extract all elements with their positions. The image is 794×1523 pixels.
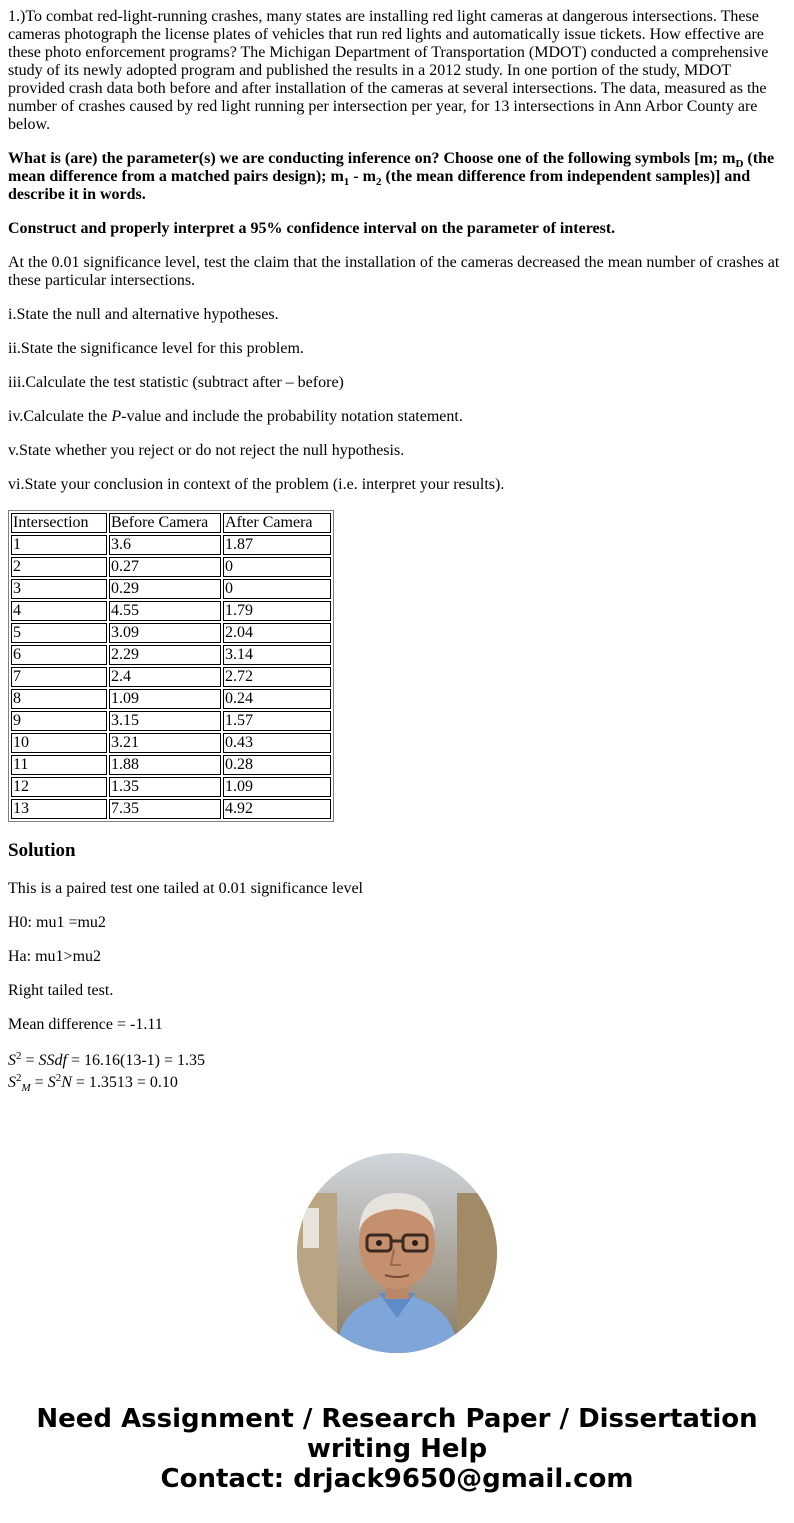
- before-camera-cell: 1.09: [109, 689, 221, 709]
- test-type: Right tailed test.: [8, 982, 114, 999]
- after-camera-cell: 1.79: [223, 601, 331, 621]
- table-header-row: [11, 513, 331, 533]
- parameter-question: What is (are) the parameter(s) we are conducting inference on? Choose one of the following symbols [m; $m_D$ (the mean difference from a matched pairs design); $m_1 - m_2$ (the mean difference from independent samples)] and describe it in words.: [8, 150, 775, 203]
- intersection-cell: 12: [11, 777, 107, 797]
- table-row: [11, 799, 331, 819]
- intersection-cell: 5: [11, 623, 107, 643]
- table-row: [11, 579, 331, 599]
- before-camera-cell: 1.35: [109, 777, 221, 797]
- after-camera-cell: 0: [223, 557, 331, 577]
- before-camera-cell: 4.55: [109, 601, 221, 621]
- after-camera-cell: 0: [223, 579, 331, 599]
- before-camera-cell: 2.29: [109, 645, 221, 665]
- alternative-hypothesis: Ha: mu1>mu2: [8, 948, 102, 965]
- banner-line-2: writing Help: [306, 1434, 488, 1464]
- variance-formula: $S^2$ = SSdf = 16.16(13-1) = 1.35: [8, 1050, 206, 1069]
- before-camera-cell: 3.21: [109, 733, 221, 753]
- step-4: iv.Calculate the P-value and include the probability notation statement.: [8, 408, 463, 425]
- after-camera-cell: 1.87: [223, 535, 331, 555]
- mean-difference: Mean difference = -1.11: [8, 1016, 163, 1033]
- table-row: [11, 645, 331, 665]
- table-row: [11, 711, 331, 731]
- hypothesis-test-question: At the 0.01 significance level, test the claim that the installation of the cameras decreased the mean number of crashes at these particular intersections.: [8, 254, 780, 289]
- confidence-interval-question: Construct and properly interpret a 95% confidence interval on the parameter of interest.: [8, 220, 616, 237]
- before-camera-cell: 3.15: [109, 711, 221, 731]
- intersection-cell: 8: [11, 689, 107, 709]
- after-camera-cell: 0.43: [223, 733, 331, 753]
- before-camera-cell: 0.27: [109, 557, 221, 577]
- avatar-portrait-image: [297, 1153, 497, 1353]
- column-header: Intersection: [11, 513, 107, 533]
- step-6: vi.State your conclusion in context of the problem (i.e. interpret your results).: [8, 476, 505, 493]
- before-camera-cell: 1.88: [109, 755, 221, 775]
- intersection-cell: 11: [11, 755, 107, 775]
- intersection-cell: 3: [11, 579, 107, 599]
- solution-heading: Solution: [8, 840, 76, 861]
- step-1: i.State the null and alternative hypotheses.: [8, 306, 279, 323]
- intersection-cell: 9: [11, 711, 107, 731]
- intersection-cell: 13: [11, 799, 107, 819]
- after-camera-cell: 4.92: [223, 799, 331, 819]
- before-camera-cell: 2.4: [109, 667, 221, 687]
- contact-banner: [0, 1404, 794, 1494]
- after-camera-cell: 0.28: [223, 755, 331, 775]
- null-hypothesis: H0: mu1 =mu2: [8, 914, 106, 931]
- intersection-cell: 6: [11, 645, 107, 665]
- before-camera-cell: 0.29: [109, 579, 221, 599]
- intersection-cell: 7: [11, 667, 107, 687]
- before-camera-cell: 3.6: [109, 535, 221, 555]
- table-row: [11, 755, 331, 775]
- table-row: [11, 601, 331, 621]
- solution-line: This is a paired test one tailed at 0.01 significance level: [8, 880, 363, 897]
- after-camera-cell: 1.57: [223, 711, 331, 731]
- table-row: [11, 557, 331, 577]
- after-camera-cell: 3.14: [223, 645, 331, 665]
- column-header: After Camera: [223, 513, 331, 533]
- before-camera-cell: 3.09: [109, 623, 221, 643]
- avatar: [297, 1153, 497, 1353]
- column-header: Before Camera: [109, 513, 221, 533]
- intersection-cell: 10: [11, 733, 107, 753]
- after-camera-cell: 0.24: [223, 689, 331, 709]
- table-row: [11, 623, 331, 643]
- table-row: [11, 777, 331, 797]
- after-camera-cell: 1.09: [223, 777, 331, 797]
- step-3: iii.Calculate the test statistic (subtract after – before): [8, 374, 344, 391]
- intersection-cell: 4: [11, 601, 107, 621]
- banner-contact-email[interactable]: Contact: drjack9650@gmail.com: [160, 1464, 634, 1494]
- intersection-cell: 1: [11, 535, 107, 555]
- crash-data-table: [8, 510, 334, 822]
- banner-line-1: Need Assignment / Research Paper / Dissertation: [36, 1404, 758, 1434]
- after-camera-cell: 2.04: [223, 623, 331, 643]
- standard-error-formula: $S^2_M = S^2N = 1.3513 = 0.10$: [8, 1072, 178, 1094]
- table-row: [11, 667, 331, 687]
- intersection-cell: 2: [11, 557, 107, 577]
- step-5: v.State whether you reject or do not reject the null hypothesis.: [8, 442, 405, 459]
- table-row: [11, 689, 331, 709]
- before-camera-cell: 7.35: [109, 799, 221, 819]
- table-row: [11, 733, 331, 753]
- after-camera-cell: 2.72: [223, 667, 331, 687]
- step-2: ii.State the significance level for this problem.: [8, 340, 304, 357]
- question-intro: 1.)To combat red-light-running crashes, many states are installing red light cameras at dangerous intersections. These cameras photograph the license plates of vehicles that run red lights and automatically issue tickets. How effective are these photo enforcement programs? The Michigan Department of Transportation (MDOT) conducted a comprehensive study of its newly adopted program and published the results in a 2012 study. In one portion of the study, MDOT provided crash data both before and after installation of the cameras at several intersections. The data, measured as the number of crashes caused by red light running per intersection per year, for 13 intersections in Ann Arbor County are below.: [8, 8, 769, 133]
- table-row: [11, 535, 331, 555]
